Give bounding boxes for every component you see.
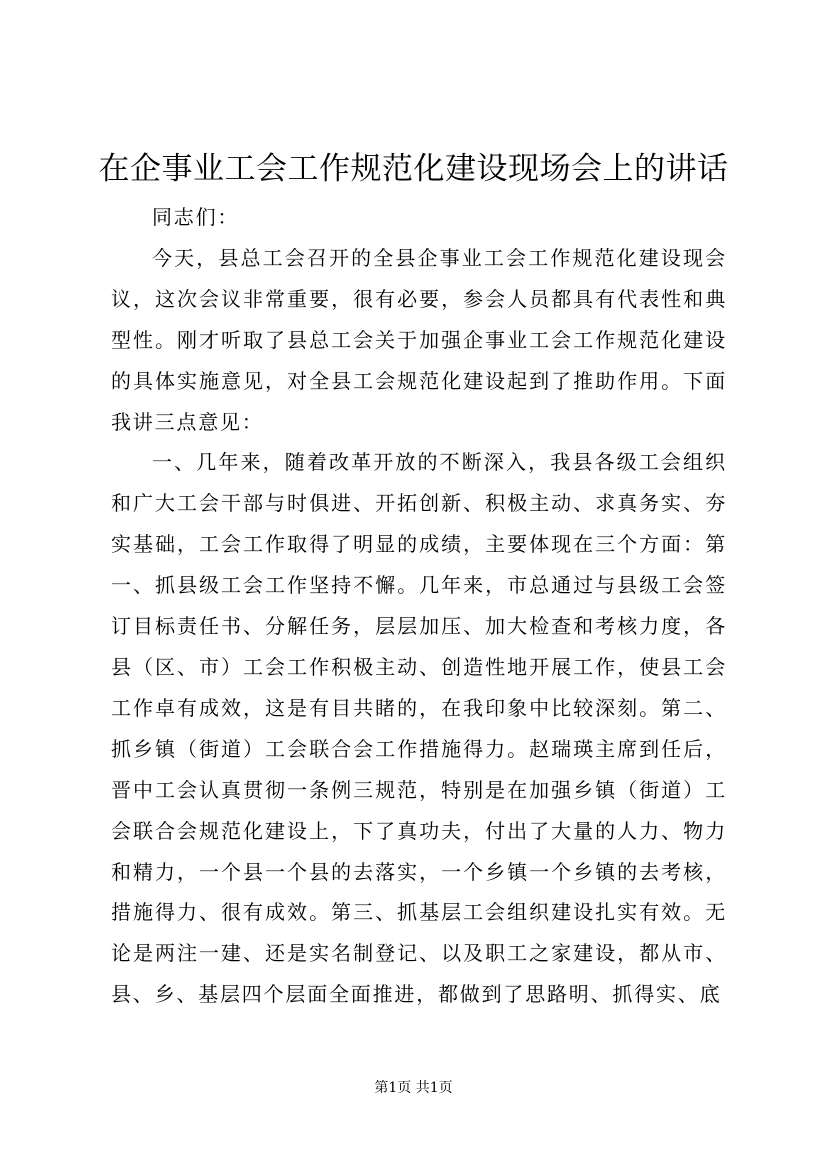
body-paragraph: 今天，县总工会召开的全县企事业工会工作规范化建设现会议，这次会议非常重要，很有必要，参会人员都具有代表性和典型性。刚才听取了县总工会关于加强企事业工会工作规范化建设的具体实施意见，对全县工会规范化建设起到了推助作用。下面我讲三点意见：	[111, 245, 727, 434]
page-number-footer: 第1页 共1页	[374, 1080, 453, 1096]
salutation-paragraph: 同志们：	[152, 205, 240, 229]
document-title: 在企事业工会工作规范化建设现场会上的讲话	[98, 151, 729, 187]
document-body	[111, 197, 727, 1015]
body-paragraph: 一、几年来，随着改革开放的不断深入，我县各级工会组织和广大工会干部与时俱进、开拓创新、积极主动、求真务实、夯实基础，工会工作取得了明显的成绩，主要体现在三个方面：第一、抓县级工会工作坚持不懈。几年来，市总通过与县级工会签订目标责任书、分解任务，层层加压、加大检查和考核力度，各县（区、市）工会工作积极主动、创造性地开展工作，使县工会工作卓有成效，这是有目共睹的，在我印象中比较深刻。第二、抓乡镇（街道）工会联合会工作措施得力。赵瑞瑛主席到任后，晋中工会认真贯彻一条例三规范，特别是在加强乡镇（街道）工会联合会规范化建设上，下了真功夫，付出了大量的人力、物力和精力，一个县一个县的去落实，一个乡镇一个乡镇的去考核，措施得力、很有成效。第三、抓基层工会组织建设扎实有效。无论是两注一建、还是实名制登记、以及职工之家建设，都从市、县、乡、基层四个层面全面推进，都做到了思路明、抓得实、底	[111, 450, 727, 1007]
